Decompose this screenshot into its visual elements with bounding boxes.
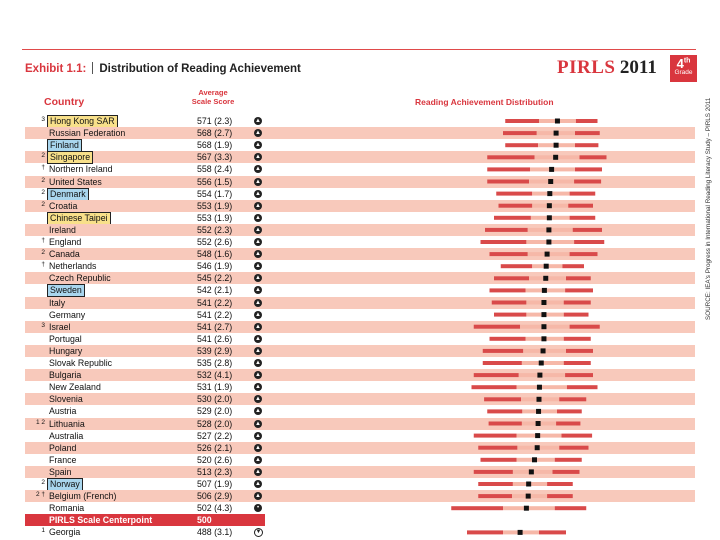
country-notes: 2 (41, 249, 45, 257)
exhibit-number: Exhibit 1.1: (25, 63, 87, 75)
average-score: 553 (1.9) (197, 200, 233, 211)
country-name: Singapore (47, 151, 93, 164)
average-marker (544, 264, 549, 269)
country-name: Canada (49, 249, 80, 260)
percentile-bar-high (564, 301, 591, 305)
significantly-higher-icon: ▲ (255, 142, 261, 149)
percentile-bar-low (483, 349, 524, 353)
average-score: 500 (197, 515, 212, 526)
column-header-country: Country (44, 96, 85, 108)
average-score: 546 (1.9) (197, 261, 233, 272)
country-name: Netherlands (49, 261, 97, 272)
country-name: Italy (49, 297, 66, 308)
percentile-bar-low (481, 240, 527, 244)
country-name: PIRLS Scale Centerpoint (49, 515, 153, 526)
country-name: United States (49, 176, 102, 187)
percentile-bar-high (575, 167, 602, 171)
country-name: Norway (47, 478, 83, 491)
percentile-bar-low (490, 288, 526, 292)
average-score: 545 (2.2) (197, 273, 233, 284)
average-marker (541, 300, 546, 305)
significantly-higher-icon: ▲ (255, 299, 261, 306)
percentile-bar-high (564, 313, 589, 317)
average-score: 539 (2.9) (197, 345, 233, 356)
significantly-higher-icon: ▲ (255, 166, 261, 173)
average-marker (541, 324, 546, 329)
percentile-bar-high (573, 228, 602, 232)
percentile-bar-low (478, 482, 513, 486)
percentile-bar-low (474, 325, 520, 329)
country-name: Russian Federation (49, 128, 126, 139)
significantly-higher-icon: ▲ (255, 275, 261, 282)
percentile-bar-low (481, 458, 517, 462)
percentile-bar-low (487, 409, 522, 413)
average-marker (535, 445, 540, 450)
grade-num: 4 (676, 56, 684, 71)
percentile-bar-low (496, 192, 532, 196)
score-header-line1: Average (198, 88, 228, 97)
significantly-higher-icon: ▲ (255, 263, 261, 270)
country-name: Lithuania (49, 418, 85, 429)
country-name: New Zealand (49, 382, 101, 393)
country-notes: 1 2 (35, 418, 45, 426)
average-score: 568 (1.9) (197, 140, 233, 151)
percentile-bar-high (580, 155, 607, 159)
average-score: 527 (2.2) (197, 430, 233, 441)
average-marker (537, 373, 542, 378)
percentile-bar-high (570, 252, 598, 256)
average-marker (548, 179, 553, 184)
country-name: Finland (47, 139, 82, 152)
country-name: Poland (49, 442, 77, 453)
percentile-bar-low (478, 494, 512, 498)
exhibit-title-text: Distribution of Reading Achievement (99, 63, 301, 75)
average-marker (547, 203, 552, 208)
significantly-higher-icon: ▲ (255, 190, 261, 197)
average-score: 568 (2.7) (197, 128, 233, 139)
grade-suffix: th (683, 57, 691, 65)
percentile-bar-high (564, 337, 591, 341)
significantly-higher-icon: ▲ (255, 384, 261, 391)
country-name: Austria (49, 406, 77, 417)
country-name: Romania (49, 503, 85, 514)
average-score: 506 (2.9) (197, 491, 233, 502)
average-marker (541, 312, 546, 317)
country-name: Hong Kong SAR (47, 115, 118, 128)
significantly-higher-icon: ▲ (255, 468, 261, 475)
average-marker (537, 385, 542, 390)
percentile-bar-high (575, 143, 598, 147)
significantly-higher-icon: ▲ (255, 456, 261, 463)
percentile-bar-high (570, 325, 600, 329)
country-name: England (49, 237, 82, 247)
percentile-bar-low (472, 385, 517, 389)
country-name: Slovenia (49, 394, 83, 405)
significantly-higher-icon: ▲ (255, 335, 261, 342)
average-score: 488 (3.1) (197, 527, 233, 538)
average-score: 530 (2.0) (197, 394, 233, 405)
percentile-bar-high (565, 288, 593, 292)
country-notes: 2 (41, 152, 45, 160)
average-score: 541 (2.6) (197, 333, 233, 344)
percentile-bar-low (499, 204, 533, 208)
significantly-higher-icon: ▲ (255, 420, 261, 427)
country-notes: † (41, 261, 45, 269)
percentile-bar-low (503, 131, 537, 135)
significantly-higher-icon: ▲ (255, 130, 261, 137)
significantly-higher-icon: ▲ (255, 202, 261, 209)
average-marker (555, 119, 560, 124)
country-name: Bulgaria (49, 370, 82, 381)
average-score: 554 (1.7) (197, 188, 233, 199)
significantly-higher-icon: ▲ (255, 154, 261, 161)
average-marker (539, 361, 544, 366)
country-name: Portugal (49, 333, 82, 344)
percentile-bar-low (484, 397, 521, 401)
percentile-bar-high (559, 397, 586, 401)
average-score: 520 (2.6) (197, 454, 233, 465)
country-name: Northern Ireland (49, 164, 113, 175)
percentile-bar-low (487, 167, 530, 171)
country-name: Spain (49, 466, 72, 477)
average-marker (536, 409, 541, 414)
significantly-higher-icon: ▲ (255, 444, 261, 451)
country-name: Australia (49, 430, 84, 441)
significantly-higher-icon: ▲ (255, 432, 261, 439)
column-header-distribution: Reading Achievement Distribution (415, 97, 554, 107)
country-notes: 2 (41, 479, 45, 486)
average-score: 541 (2.2) (197, 309, 233, 320)
country-notes: 3 (41, 116, 45, 123)
average-marker (547, 215, 552, 220)
score-header-line2: Scale Score (191, 97, 235, 106)
percentile-bar-high (566, 349, 593, 353)
percentile-bar-high (567, 385, 598, 389)
percentile-bar-low (483, 361, 522, 365)
country-name: Denmark (47, 188, 89, 201)
percentile-bar-high (568, 204, 593, 208)
percentile-bar-high (547, 494, 573, 498)
significantly-higher-icon: ▲ (255, 323, 261, 330)
percentile-bar-high (562, 434, 593, 438)
significantly-higher-icon: ▲ (255, 311, 261, 318)
percentile-bar-low (505, 119, 539, 123)
average-marker (524, 506, 529, 511)
percentile-bar-high (553, 470, 580, 474)
average-marker (518, 530, 523, 535)
country-notes: 2 (41, 188, 45, 196)
average-marker (532, 457, 537, 462)
percentile-bar-high (575, 131, 600, 135)
percentile-bar-low (492, 301, 527, 305)
country-notes: 1 (41, 527, 45, 535)
source-note: SOURCE: IEA's Progress in International Reading Literacy Study – PIRLS 2011 (705, 97, 712, 320)
percentile-bar-high (576, 119, 598, 123)
country-name: Belgium (French) (49, 491, 117, 502)
average-score: 529 (2.0) (197, 406, 233, 417)
percentile-bar-low (494, 313, 526, 317)
country-name: Sweden (47, 284, 85, 297)
country-name: Hungary (49, 345, 83, 356)
average-score: 567 (3.3) (197, 152, 233, 163)
significantly-higher-icon: ▲ (255, 287, 261, 294)
percentile-bar-high (570, 216, 596, 220)
average-score: 548 (1.6) (197, 249, 233, 260)
country-name: Georgia (49, 527, 81, 538)
average-score: 535 (2.8) (197, 358, 233, 368)
country-name: Germany (49, 309, 86, 320)
average-score: 526 (2.1) (197, 442, 233, 453)
country-name: Czech Republic (49, 273, 111, 284)
percentile-bar-low (474, 470, 513, 474)
country-notes: 2 (41, 200, 45, 208)
average-marker (537, 397, 542, 402)
logo-year: 2011 (619, 57, 657, 78)
country-name: Ireland (49, 224, 76, 235)
country-name: Croatia (49, 200, 78, 211)
average-marker (549, 167, 554, 172)
percentile-bar-low (451, 506, 503, 510)
average-marker (546, 240, 551, 245)
percentile-bar-high (564, 361, 591, 365)
percentile-bar-low (490, 337, 526, 341)
percentile-bar-low (494, 276, 529, 280)
average-marker (536, 421, 541, 426)
percentile-bar-low (489, 422, 522, 426)
average-score: 541 (2.2) (197, 297, 233, 308)
country-name: Slovak Republic (49, 358, 113, 368)
percentile-bar-high (557, 409, 582, 413)
percentile-bar-low (474, 373, 519, 377)
significantly-higher-icon: ▲ (255, 214, 261, 221)
grade-word: Grade (674, 69, 693, 76)
average-marker (529, 469, 534, 474)
average-score: 507 (1.9) (197, 479, 233, 489)
average-score: 552 (2.6) (197, 237, 233, 247)
percentile-bar-low (487, 180, 529, 184)
percentile-bar-low (485, 228, 528, 232)
percentile-bar-high (574, 240, 604, 244)
significantly-higher-icon: ▲ (255, 493, 261, 500)
average-score: 558 (2.4) (197, 164, 233, 175)
percentile-bar-low (501, 264, 533, 268)
percentile-bar-low (478, 446, 517, 450)
average-marker (526, 482, 531, 487)
average-marker (541, 348, 546, 353)
significantly-higher-icon: ▲ (255, 347, 261, 354)
average-score: 531 (1.9) (197, 382, 233, 393)
significantly-higher-icon: ▲ (255, 239, 261, 245)
significantly-higher-icon: ▲ (255, 226, 261, 233)
significantly-higher-icon: ▲ (255, 118, 261, 124)
logo-pirls: PIRLS (557, 57, 616, 78)
average-marker (543, 276, 548, 281)
country-name: France (49, 454, 77, 465)
percentile-bar-high (539, 530, 566, 534)
average-marker (546, 227, 551, 232)
percentile-bar-high (566, 276, 591, 280)
average-marker (553, 155, 558, 160)
country-name: Chinese Taipei (47, 212, 111, 225)
average-marker (526, 494, 531, 499)
percentile-bar-low (467, 530, 503, 534)
percentile-bar-high (547, 482, 573, 486)
average-marker (545, 252, 550, 257)
average-score: 528 (2.0) (197, 418, 233, 429)
country-notes: † (41, 164, 45, 172)
average-score: 532 (4.1) (197, 370, 233, 381)
country-notes: 2 † (35, 491, 45, 499)
percentile-bar-high (555, 458, 582, 462)
average-score: 553 (1.9) (197, 212, 233, 223)
country-name: Israel (49, 321, 71, 332)
significantly-higher-icon: ▲ (255, 481, 261, 487)
average-score: 552 (2.3) (197, 224, 233, 235)
average-marker (535, 433, 540, 438)
average-marker (547, 191, 552, 196)
average-marker (554, 131, 559, 136)
average-marker (554, 143, 559, 148)
average-score: 571 (2.3) (197, 116, 233, 126)
average-score: 541 (2.7) (197, 321, 233, 332)
not-significant-icon: • (254, 504, 262, 512)
percentile-bar-high (565, 373, 593, 377)
average-score: 542 (2.1) (197, 285, 233, 296)
significantly-higher-icon: ▲ (255, 372, 261, 379)
percentile-bar-low (474, 434, 517, 438)
significantly-lower-icon: ▼ (255, 529, 262, 536)
percentile-bar-high (559, 446, 588, 450)
country-notes: 2 (41, 176, 45, 184)
average-score: 513 (2.3) (197, 466, 233, 477)
percentile-bar-low (487, 155, 534, 159)
country-notes: † (41, 237, 45, 244)
country-notes: 3 (41, 321, 45, 329)
significantly-higher-icon: ▲ (255, 408, 261, 415)
percentile-bar-high (556, 422, 580, 426)
average-score: 556 (1.5) (197, 176, 233, 187)
percentile-bar-high (555, 506, 587, 510)
percentile-bar-low (494, 216, 531, 220)
percentile-bar-low (505, 143, 538, 147)
average-marker (541, 336, 546, 341)
percentile-bar-high (562, 264, 584, 268)
average-marker (542, 288, 547, 293)
percentile-bar-high (570, 192, 596, 196)
significantly-higher-icon: ▲ (255, 251, 261, 258)
percentile-bar-low (490, 252, 528, 256)
average-score: 502 (4.3) (197, 503, 233, 514)
significantly-higher-icon: ▲ (255, 360, 261, 366)
significantly-higher-icon: ▲ (255, 396, 261, 403)
percentile-bar-high (574, 180, 601, 184)
significantly-higher-icon: ▲ (255, 178, 261, 185)
